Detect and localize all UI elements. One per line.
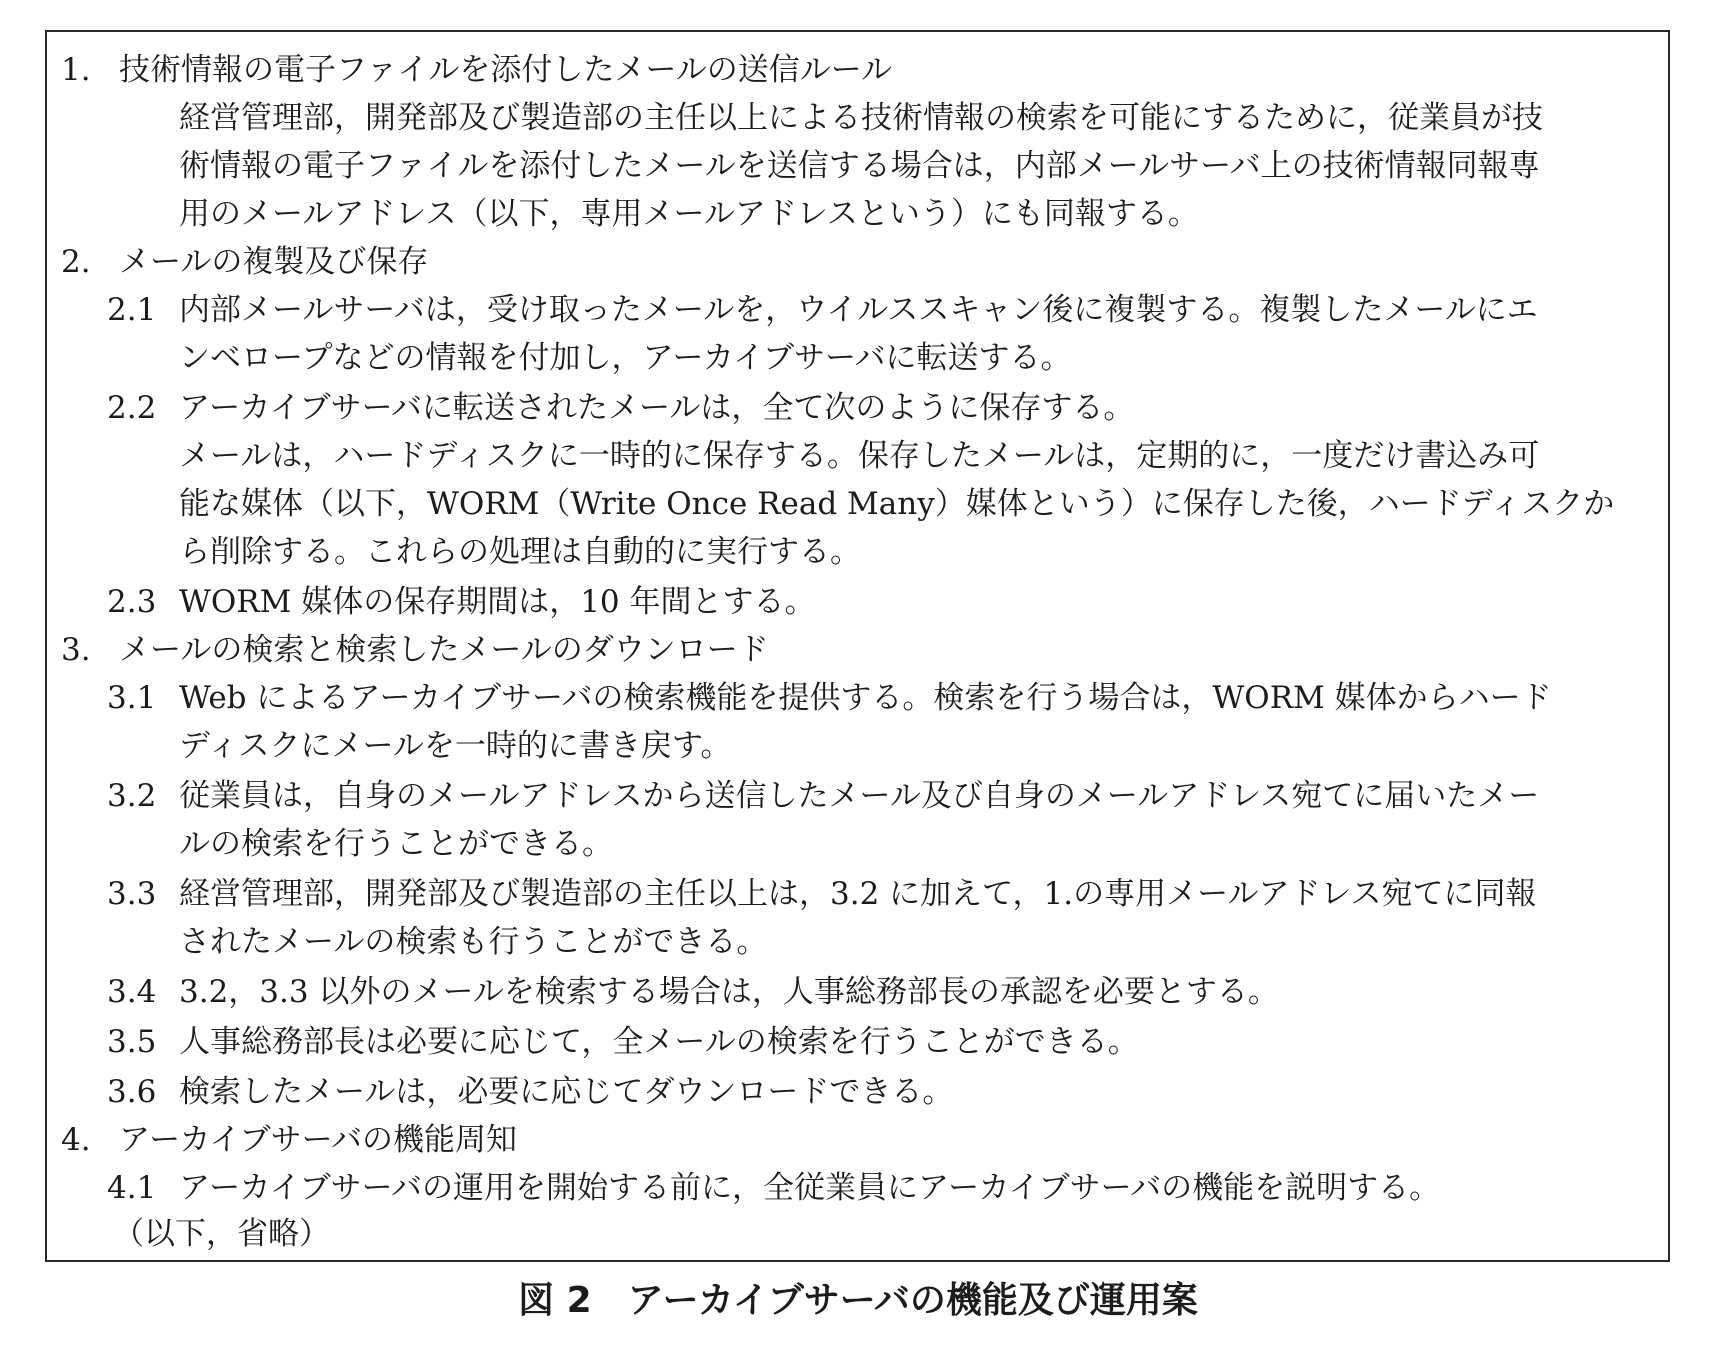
item-text: WORM 媒体の保存期間は，10 年間とする。	[179, 584, 816, 620]
figure-title: アーカイブサーバの機能及び運用案	[627, 1280, 1198, 1321]
item-text: アーカイブサーバの運用を開始する前に，全従業員にアーカイブサーバの機能を説明する。	[179, 1170, 1441, 1206]
section-number: 1.	[61, 52, 91, 88]
item-number: 4.1	[107, 1170, 157, 1206]
figure-label: 図 2	[518, 1280, 592, 1321]
item-number: 3.1	[107, 680, 157, 716]
item-number: 2.2	[107, 390, 157, 426]
item-number: 2.1	[107, 292, 157, 328]
omission-note: （以下，省略）	[113, 1216, 330, 1252]
body-text: 術情報の電子ファイルを添付したメールを送信する場合は，内部メールサーバ上の技術情報同報専	[179, 148, 1540, 184]
figure-caption	[0, 1276, 1716, 1326]
section-number: 3.	[61, 632, 91, 668]
item-text: 3.2，3.3 以外のメールを検索する場合は，人事総務部長の承認を必要とする。	[179, 974, 1279, 1010]
item-text: アーカイブサーバに転送されたメールは，全て次のように保存する。	[179, 390, 1135, 426]
item-number: 2.3	[107, 584, 157, 620]
item-text: メールは，ハードディスクに一時的に保存する。保存したメールは，定期的に，一度だけ書込み可	[179, 438, 1540, 474]
item-number: 3.4	[107, 974, 157, 1010]
item-text: 内部メールサーバは，受け取ったメールを，ウイルススキャン後に複製する。複製したメールにエ	[179, 292, 1538, 328]
item-text: 能な媒体（以下，WORM（Write Once Read Many）媒体という）に保存した後，ハードディスクか	[179, 486, 1615, 522]
item-number: 3.6	[107, 1074, 157, 1110]
item-text: ンベロープなどの情報を付加し，アーカイブサーバに転送する。	[179, 340, 1072, 376]
item-text: ディスクにメールを一時的に書き戻す。	[179, 728, 732, 764]
item-text: 検索したメールは，必要に応じてダウンロードできる。	[179, 1074, 954, 1110]
body-text: 用のメールアドレス（以下，専用メールアドレスという）にも同報する。	[179, 196, 1199, 232]
section-number: 4.	[61, 1122, 91, 1158]
item-number: 3.3	[107, 876, 157, 912]
item-text: されたメールの検索も行うことができる。	[179, 924, 768, 960]
section-number: 2.	[61, 244, 91, 280]
item-number: 3.5	[107, 1024, 157, 1060]
item-text: 経営管理部，開発部及び製造部の主任以上は，3.2 に加えて，1.の専用メールアドレス宛てに同報	[179, 876, 1537, 912]
item-text: ら削除する。これらの処理は自動的に実行する。	[179, 534, 861, 570]
figure-frame	[45, 30, 1670, 1262]
item-text: 従業員は，自身のメールアドレスから送信したメール及び自身のメールアドレス宛てに届いたメー	[179, 778, 1540, 814]
section-title: メールの検索と検索したメールのダウンロード	[119, 632, 769, 668]
item-text: 人事総務部長は必要に応じて，全メールの検索を行うことができる。	[179, 1024, 1139, 1060]
section-title: 技術情報の電子ファイルを添付したメールの送信ルール	[119, 52, 893, 88]
section-title: メールの複製及び保存	[119, 244, 429, 280]
body-text: 経営管理部，開発部及び製造部の主任以上による技術情報の検索を可能にするために，従業員が技	[179, 100, 1543, 136]
section-title: アーカイブサーバの機能周知	[119, 1122, 518, 1158]
item-text: ルの検索を行うことができる。	[179, 826, 613, 862]
item-text: Web によるアーカイブサーバの検索機能を提供する。検索を行う場合は，WORM 媒体からハード	[179, 680, 1552, 716]
item-number: 3.2	[107, 778, 157, 814]
